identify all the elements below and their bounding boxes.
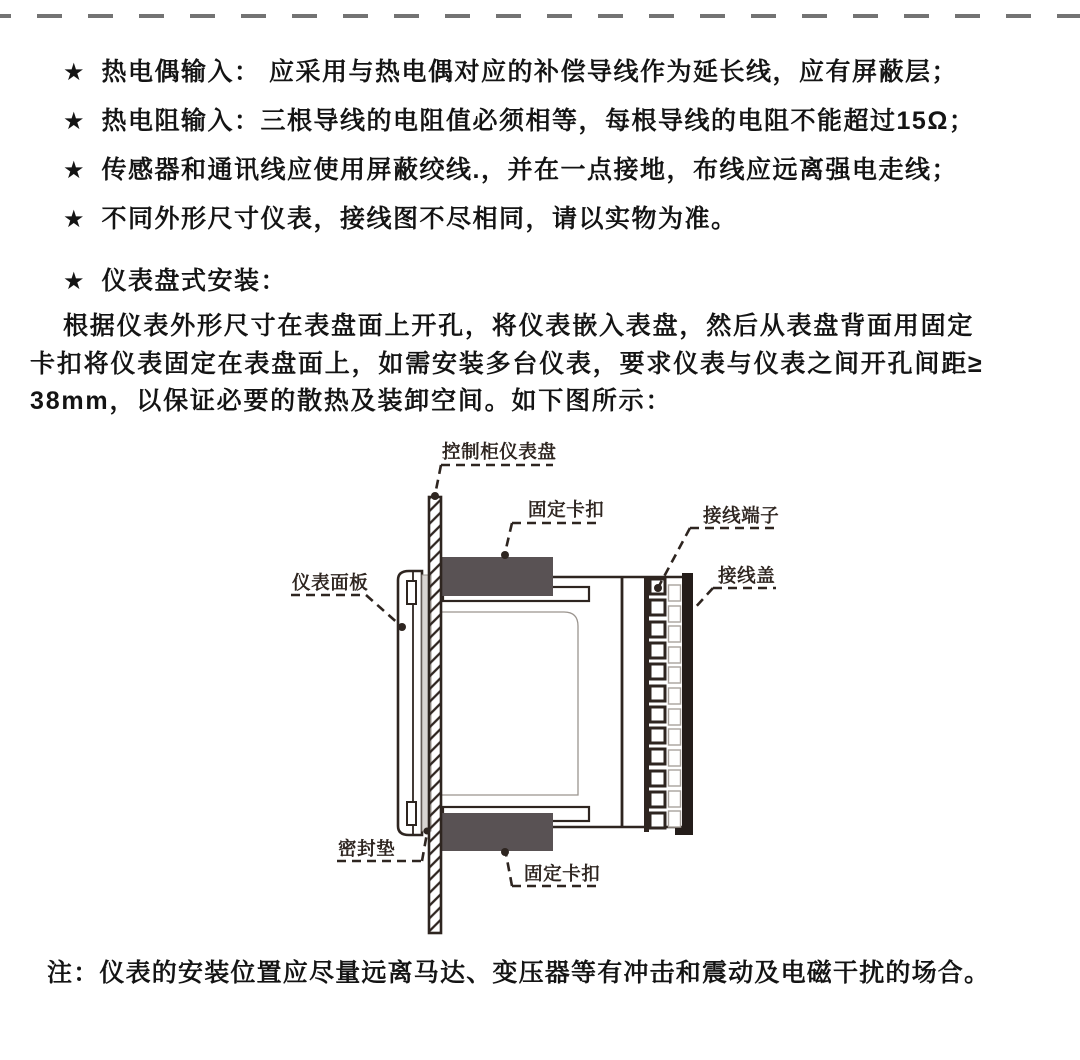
bullet-text: 不同外形尺寸仪表，接线图不尽相同，请以实物为准。 xyxy=(101,205,738,233)
star-icon: ★ xyxy=(63,157,85,184)
terminal-cells xyxy=(650,579,665,828)
instrument-bezel xyxy=(398,571,422,835)
star-icon: ★ xyxy=(63,206,85,233)
bullet-text: 仪表盘式安装： xyxy=(101,267,288,295)
star-icon: ★ xyxy=(63,59,85,86)
bullet-text: 热电偶输入： 应采用与热电偶对应的补偿导线作为延长线，应有屏蔽层； xyxy=(101,58,958,86)
panel-mount-diagram xyxy=(280,425,820,945)
terminal-cover-foot xyxy=(675,828,683,835)
label-cover: 接线盖 xyxy=(718,565,776,586)
bullet-text: 热电阻输入：三根导线的电阻值必须相等，每根导线的电阻不能超过15Ω； xyxy=(101,107,976,135)
label-gasket: 密封垫 xyxy=(338,838,396,859)
cabinet-panel-bar xyxy=(429,497,441,933)
label-front-panel: 仪表面板 xyxy=(292,572,369,593)
bullet-rtd xyxy=(63,106,975,137)
label-cabinet-panel: 控制柜仪表盘 xyxy=(442,441,557,462)
install-paragraph xyxy=(30,308,1060,421)
terminal-rail xyxy=(644,576,649,832)
bullet-text: 传感器和通讯线应使用屏蔽绞线.，并在一点接地，布线应远离强电走线； xyxy=(101,156,958,184)
paragraph-line: 根据仪表外形尺寸在表盘面上开孔，将仪表嵌入表盘，然后从表盘背面用固定 xyxy=(63,312,975,340)
fixing-clip-bottom xyxy=(440,813,553,851)
label-fixing-clip-bottom: 固定卡扣 xyxy=(524,863,601,884)
terminal-cells-rear xyxy=(669,585,681,827)
fixing-clip-top xyxy=(440,557,553,596)
bullet-shielded-wiring xyxy=(63,155,958,186)
terminal-cover-bar xyxy=(682,573,693,835)
bezel-clip-slot-top xyxy=(407,581,416,604)
installation-note: 注：仪表的安装位置应尽量远离马达、变压器等有冲击和震动及电磁干扰的场合。 xyxy=(47,959,991,987)
paragraph-line: 卡扣将仪表固定在表盘面上，如需安装多台仪表，要求仪表与仪表之间开孔间距≥ xyxy=(30,349,984,378)
bezel-clip-slot-bottom xyxy=(407,802,416,825)
label-fixing-clip-top: 固定卡扣 xyxy=(528,499,605,520)
paragraph-line: 38mm，以保证必要的散热及装卸空间。如下图所示： xyxy=(30,387,673,415)
instrument-housing xyxy=(441,612,578,795)
bullet-panel-mounting xyxy=(63,266,287,297)
bullet-thermocouple xyxy=(63,57,958,88)
bullet-dimension-note xyxy=(63,204,738,235)
star-icon: ★ xyxy=(63,268,85,295)
label-terminal: 接线端子 xyxy=(703,505,780,526)
page-break-dashed-rule xyxy=(0,14,1080,18)
star-icon: ★ xyxy=(63,108,85,135)
